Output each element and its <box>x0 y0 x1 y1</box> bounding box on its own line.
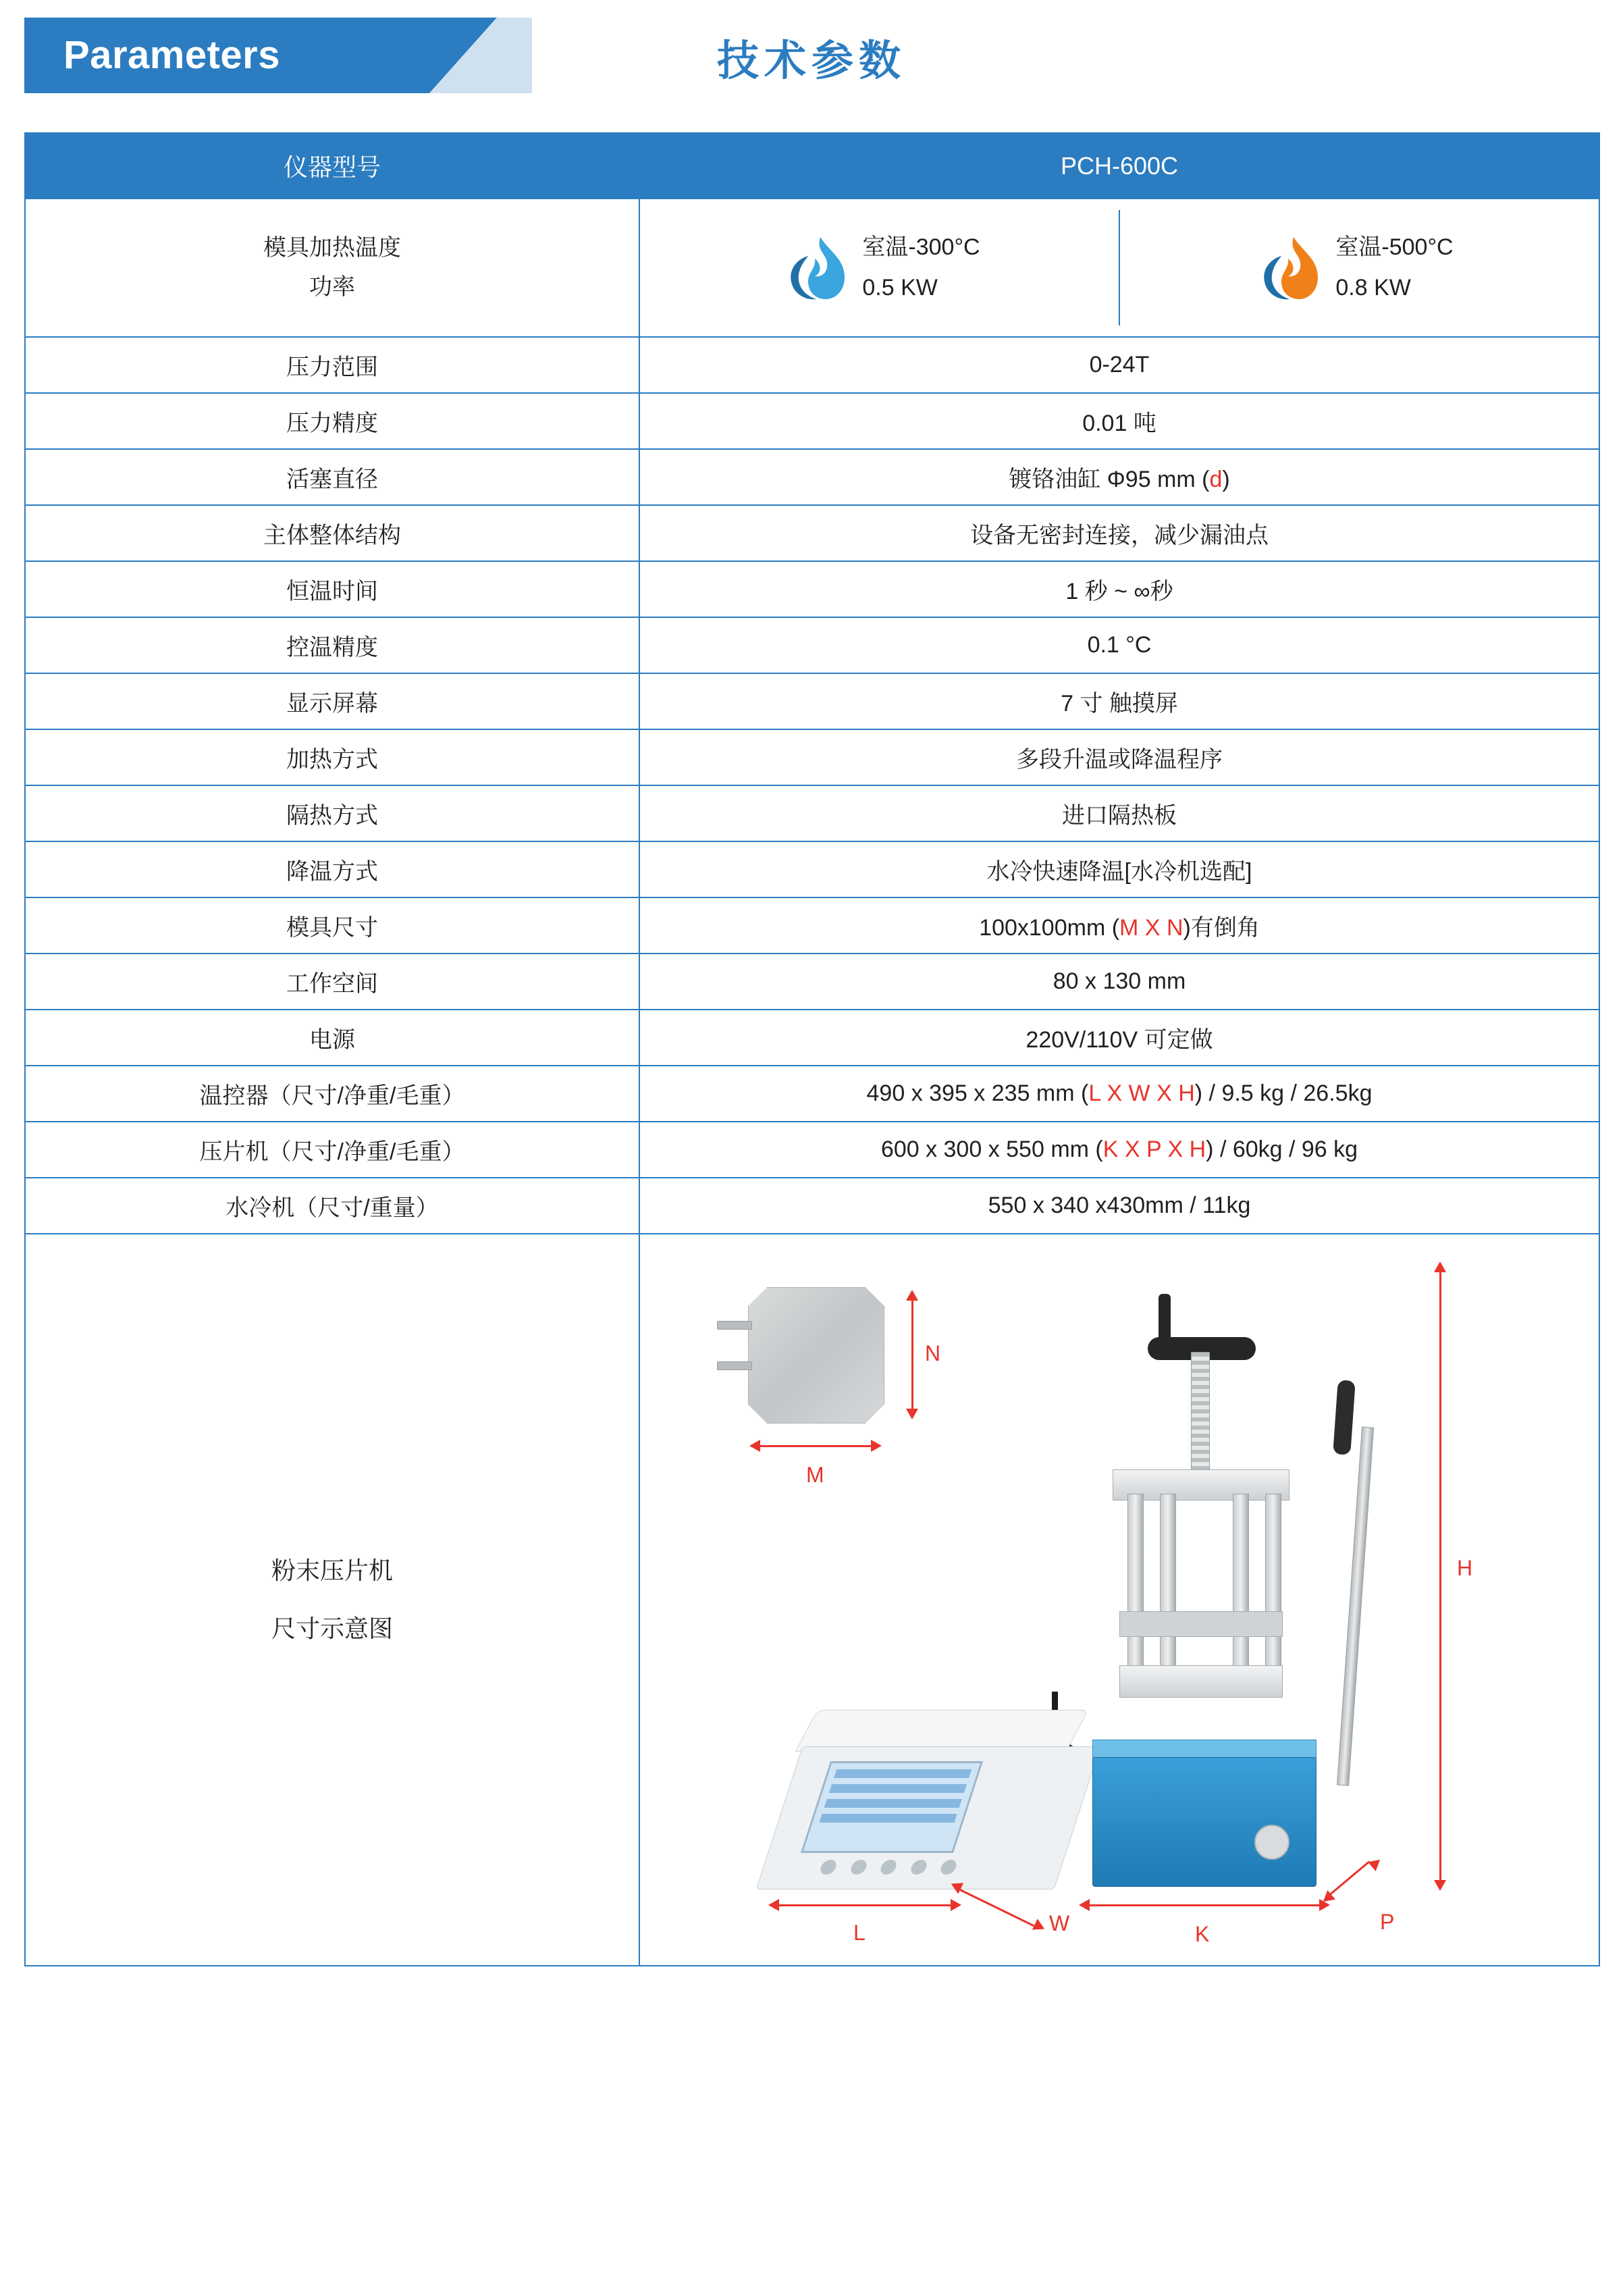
press-lower-platen <box>1119 1665 1283 1698</box>
table-row <box>25 1122 1599 1178</box>
arrow-n-line <box>911 1301 913 1409</box>
row-label: 显示屏幕 <box>25 673 639 729</box>
row-label: 恒温时间 <box>25 561 639 617</box>
row-value <box>639 897 1599 954</box>
press-column-mid-left <box>1160 1494 1176 1684</box>
handwheel-stem <box>1159 1294 1171 1341</box>
row-value-accent: M X N <box>1119 915 1183 941</box>
arrow-w-head-right <box>1032 1919 1047 1934</box>
diagram-image-cell <box>639 1234 1599 1966</box>
flame-icon-orange <box>1258 233 1321 303</box>
mold-pin-upper <box>717 1321 752 1330</box>
heating-label <box>32 211 632 325</box>
row-label: 水冷机（尺寸/重量） <box>25 1178 639 1234</box>
table-row <box>25 729 1599 785</box>
press-column-right <box>1265 1494 1281 1684</box>
row-value-suffix: ) / 9.5 kg / 26.5kg <box>1194 1080 1373 1106</box>
arrow-m-head-left <box>749 1440 760 1452</box>
row-value-prefix: 镀铬油缸 Φ95 mm ( <box>1009 467 1210 492</box>
row-value-prefix: 600 x 300 x 550 mm ( <box>880 1137 1103 1162</box>
row-value-accent: d <box>1209 467 1223 492</box>
row-label: 控温精度 <box>25 617 639 673</box>
table-row <box>25 673 1599 729</box>
page-title: 技术参数 <box>716 38 906 84</box>
heating-value-cell <box>639 199 1599 337</box>
table-row <box>25 505 1599 561</box>
dim-letter-p: P <box>1380 1910 1395 1934</box>
heating-option-500 <box>1120 210 1592 325</box>
diagram-label-line1: 粉末压片机 <box>271 1556 393 1584</box>
press-dimension-diagram <box>647 1245 1592 1954</box>
diagram-label-cell <box>25 1234 639 1966</box>
table-header-row <box>25 133 1599 199</box>
table-row <box>25 393 1599 449</box>
row-label: 加热方式 <box>25 729 639 785</box>
dim-letter-l: L <box>853 1921 866 1945</box>
page-header <box>24 0 1599 132</box>
press-release-knob <box>1254 1825 1289 1860</box>
row-value: 1 秒 ~ ∞秒 <box>639 561 1599 617</box>
dim-letter-h: H <box>1457 1556 1473 1580</box>
console-knobs <box>818 1860 958 1875</box>
arrow-h-head-up <box>1434 1261 1446 1272</box>
row-label: 压力精度 <box>25 393 639 449</box>
heating-option-500-temp: 室温-500°C <box>1335 234 1454 260</box>
row-label: 活塞直径 <box>25 449 639 505</box>
row-value: 550 x 340 x430mm / 11kg <box>639 1178 1599 1234</box>
arrow-n-head-down <box>906 1409 918 1419</box>
table-row <box>25 1178 1599 1234</box>
press-screw <box>1191 1352 1210 1482</box>
dim-letter-w: W <box>1049 1911 1070 1935</box>
row-value <box>639 1122 1599 1178</box>
table-row <box>25 897 1599 954</box>
table-row <box>25 1066 1599 1122</box>
mold-pin-lower <box>717 1361 752 1370</box>
row-label: 压力范围 <box>25 337 639 393</box>
row-value-prefix: 490 x 395 x 235 mm ( <box>866 1080 1089 1106</box>
heating-option-300 <box>647 210 1120 325</box>
table-row <box>25 337 1599 393</box>
table-row <box>25 785 1599 841</box>
row-value: 7 寸 触摸屏 <box>639 673 1599 729</box>
table-header-value: PCH-600C <box>639 133 1599 199</box>
header-banner-label: Parameters <box>63 33 280 77</box>
table-row-diagram <box>25 1234 1599 1966</box>
press-column-left <box>1127 1494 1144 1684</box>
row-value: 0.01 吨 <box>639 393 1599 449</box>
table-row <box>25 561 1599 617</box>
arrow-k-line <box>1090 1904 1319 1906</box>
arrow-l-head-right <box>951 1899 961 1911</box>
press-lever <box>1337 1427 1374 1786</box>
console-top-illustration <box>795 1710 1089 1752</box>
table-row <box>25 449 1599 505</box>
press-base <box>1092 1757 1316 1887</box>
flame-icon-blue <box>785 233 847 303</box>
table-header-label: 仪器型号 <box>25 133 639 199</box>
row-value-suffix: )有倒角 <box>1183 915 1260 941</box>
arrow-p-line <box>1329 1860 1370 1895</box>
heating-label-line2: 功率 <box>309 273 355 300</box>
arrow-w-line <box>958 1888 1034 1927</box>
row-label: 模具尺寸 <box>25 897 639 954</box>
row-value: 0.1 °C <box>639 617 1599 673</box>
heating-option-300-text <box>862 228 980 308</box>
row-value: 多段升温或降温程序 <box>639 729 1599 785</box>
press-upper-platen <box>1119 1611 1283 1637</box>
table-row <box>25 954 1599 1010</box>
press-lever-grip <box>1333 1380 1356 1455</box>
row-label: 压片机（尺寸/净重/毛重） <box>25 1122 639 1178</box>
row-label: 工作空间 <box>25 954 639 1010</box>
row-value <box>639 1066 1599 1122</box>
row-value: 80 x 130 mm <box>639 954 1599 1010</box>
press-column-mid-right <box>1233 1494 1249 1684</box>
mold-plate-illustration <box>748 1287 884 1424</box>
diagram-label <box>32 1542 632 1659</box>
row-label: 降温方式 <box>25 841 639 897</box>
specifications-table <box>24 132 1600 1966</box>
arrow-l-head-left <box>768 1899 779 1911</box>
heating-option-300-power: 0.5 KW <box>862 274 938 301</box>
row-value: 水冷快速降温[水冷机选配] <box>639 841 1599 897</box>
arrow-l-line <box>779 1904 951 1906</box>
table-row <box>25 617 1599 673</box>
row-label: 温控器（尺寸/净重/毛重） <box>25 1066 639 1122</box>
heating-option-300-temp: 室温-300°C <box>862 234 980 260</box>
dim-letter-k: K <box>1195 1922 1210 1946</box>
arrow-h-line <box>1439 1272 1441 1880</box>
dim-letter-n: N <box>925 1341 941 1365</box>
row-value-prefix: 100x100mm ( <box>979 915 1120 941</box>
table-row <box>25 841 1599 897</box>
row-value: 设备无密封连接，减少漏油点 <box>639 505 1599 561</box>
table-row-heating <box>25 199 1599 337</box>
row-value-suffix: ) <box>1222 467 1230 492</box>
row-label: 主体整体结构 <box>25 505 639 561</box>
dim-letter-m: M <box>806 1463 824 1487</box>
diagram-label-line2: 尺寸示意图 <box>271 1615 393 1642</box>
row-value-accent: L X W X H <box>1088 1080 1195 1106</box>
arrow-p-head-right <box>1368 1855 1384 1871</box>
table-row <box>25 1010 1599 1066</box>
row-value <box>639 449 1599 505</box>
press-base-top <box>1092 1740 1316 1758</box>
heating-option-500-text <box>1335 228 1453 308</box>
heating-label-line1: 模具加热温度 <box>263 234 401 261</box>
console-touchscreen <box>801 1761 983 1853</box>
arrow-m-head-right <box>871 1440 882 1452</box>
row-label: 电源 <box>25 1010 639 1066</box>
row-value: 进口隔热板 <box>639 785 1599 841</box>
arrow-m-line <box>760 1445 871 1447</box>
row-value-accent: K X P X H <box>1102 1137 1206 1162</box>
row-value-suffix: ) / 60kg / 96 kg <box>1206 1137 1358 1162</box>
row-value: 220V/110V 可定做 <box>639 1010 1599 1066</box>
row-label: 隔热方式 <box>25 785 639 841</box>
arrow-h-head-down <box>1434 1880 1446 1891</box>
arrow-k-head-left <box>1079 1899 1090 1911</box>
arrow-n-head-up <box>906 1290 918 1301</box>
heating-label-cell <box>25 199 639 337</box>
row-value: 0-24T <box>639 337 1599 393</box>
heating-option-500-power: 0.8 KW <box>1335 274 1411 301</box>
